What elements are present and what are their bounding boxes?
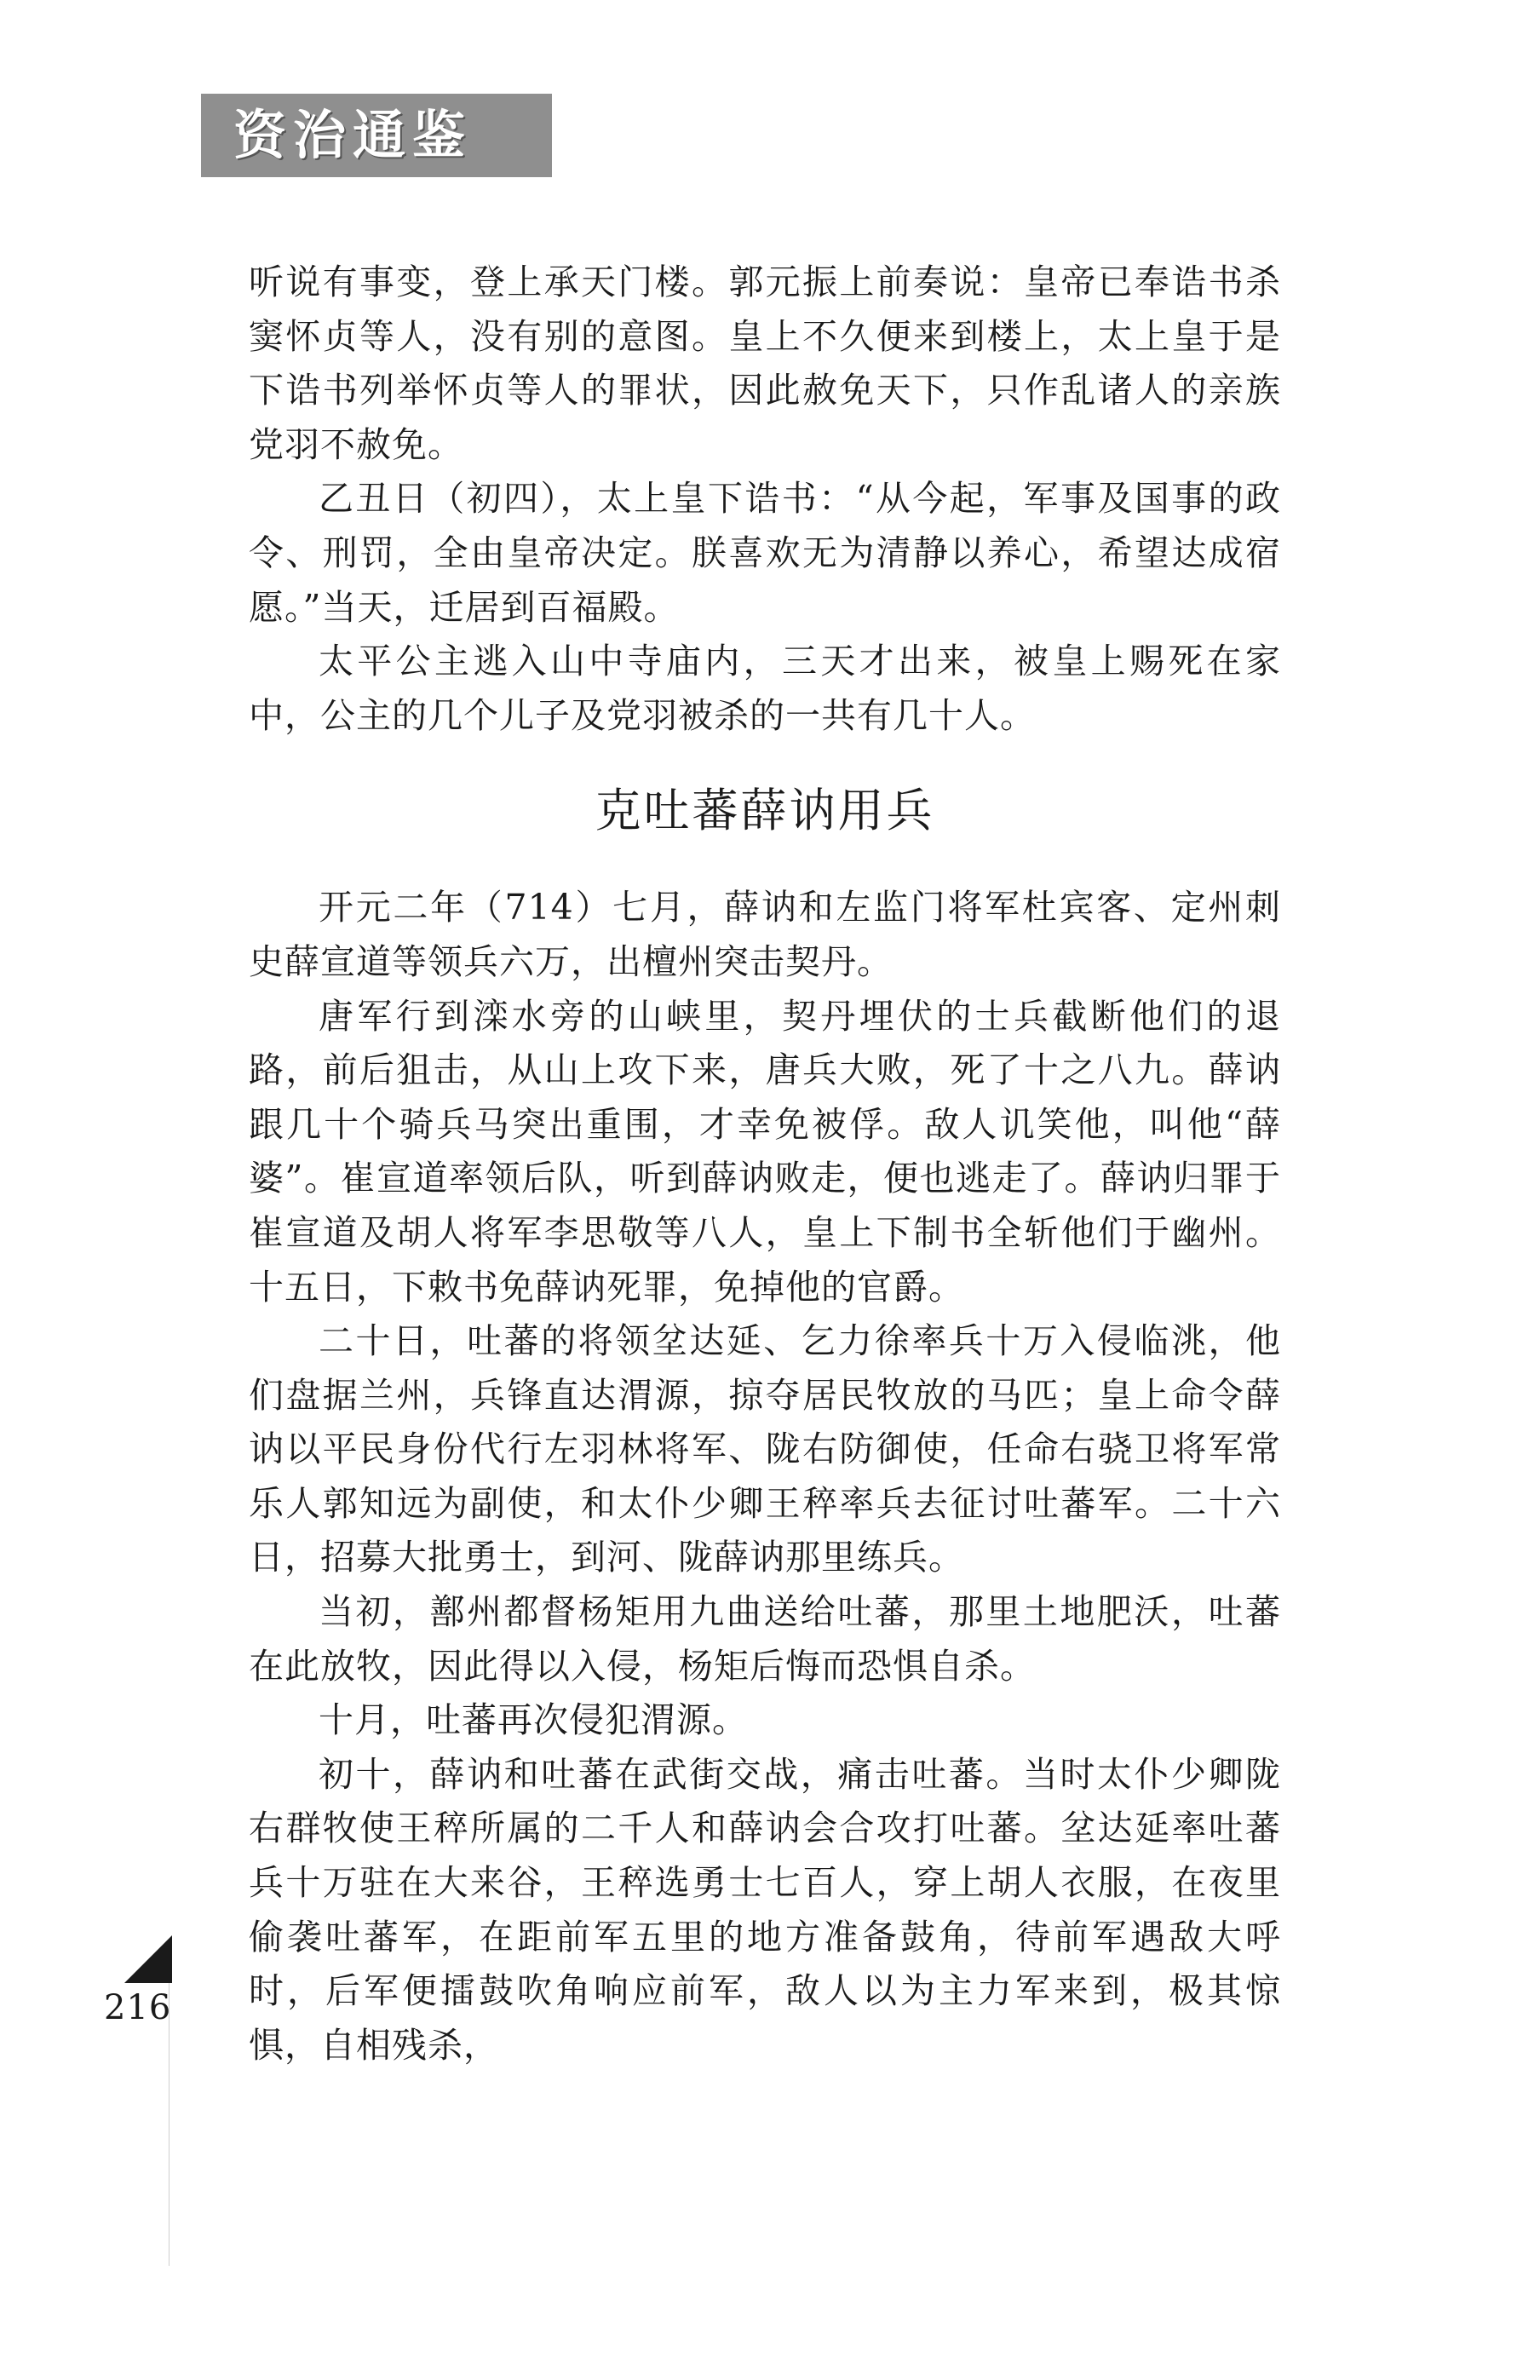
paragraph: 开元二年（714）七月，薛讷和左监门将军杜宾客、定州刺史薛宣道等领兵六万，出檀州突击契丹。	[249, 887, 1281, 982]
section-heading: 克吐蕃薛讷用兵	[595, 784, 935, 838]
section-spacer	[249, 847, 1281, 881]
corner-triangle-mark	[124, 1935, 172, 1983]
page-number: 216	[104, 1988, 172, 2027]
paragraph: 二十日，吐蕃的将领坌达延、乞力徐率兵十万入侵临洮，他们盘据兰州，兵锋直达渭源，掠夺居民牧放的马匹；皇上命令薛讷以平民身份代行左羽林将军、陇右防御使，任命右骁卫将军常乐人郭知远为副使，和太仆少卿王稡率兵去征讨吐蕃军。二十六日，招募大批勇士，到河、陇薛讷那里练兵。	[249, 1320, 1281, 1578]
book-title: 资治通鉴	[233, 104, 473, 166]
paragraph: 太平公主逃入山中寺庙内，三天才出来，被皇上赐死在家中，公主的几个儿子及党羽被杀的一共有几十人。	[249, 641, 1281, 736]
header-banner	[201, 94, 552, 177]
paragraph: 十月，吐蕃再次侵犯渭源。	[319, 1699, 748, 1741]
paragraph: 乙丑日（初四），太上皇下诰书：“从今起，军事及国事的政令、刑罚，全由皇帝决定。朕喜欢无为清静以养心，希望达成宿愿。”当天，迁居到百福殿。	[249, 478, 1281, 628]
paragraph: 当初，鄯州都督杨矩用九曲送给吐蕃，那里土地肥沃，吐蕃在此放牧，因此得以入侵，杨矩后悔而恐惧自杀。	[249, 1591, 1281, 1687]
paragraph: 初十，薛讷和吐蕃在武街交战，痛击吐蕃。当时太仆少卿陇右群牧使王稡所属的二千人和薛讷会合攻打吐蕃。坌达延率吐蕃兵十万驻在大来谷，王稡选勇士七百人，穿上胡人衣服，在夜里偷袭吐蕃军，在距前军五里的地方准备鼓角，待前军遇敌大呼时，后军便擂鼓吹角响应前军，敌人以为主力军来到，极其惊惧，自相残杀，	[249, 1753, 1281, 2066]
section-spacer	[249, 743, 1281, 775]
page-body	[249, 256, 1281, 2072]
paragraph-continued: 听说有事变，登上承天门楼。郭元振上前奏说：皇帝已奉诰书杀窦怀贞等人，没有别的意图。皇上不久便来到楼上，太上皇于是下诰书列举怀贞等人的罪状，因此赦免天下，只作乱诸人的亲族党羽不赦免。	[249, 262, 1281, 465]
paragraph: 唐军行到滦水旁的山峡里，契丹埋伏的士兵截断他们的退路，前后狙击，从山上攻下来，唐兵大败，死了十之八九。薛讷跟几十个骑兵马突出重围，才幸免被俘。敌人讥笑他，叫他“薛婆”。崔宣道率领后队，听到薛讷败走，便也逃走了。薛讷归罪于崔宣道及胡人将军李思敬等八人，皇上下制书全斩他们于幽州。十五日，下敕书免薛讷死罪，免掉他的官爵。	[249, 995, 1281, 1308]
